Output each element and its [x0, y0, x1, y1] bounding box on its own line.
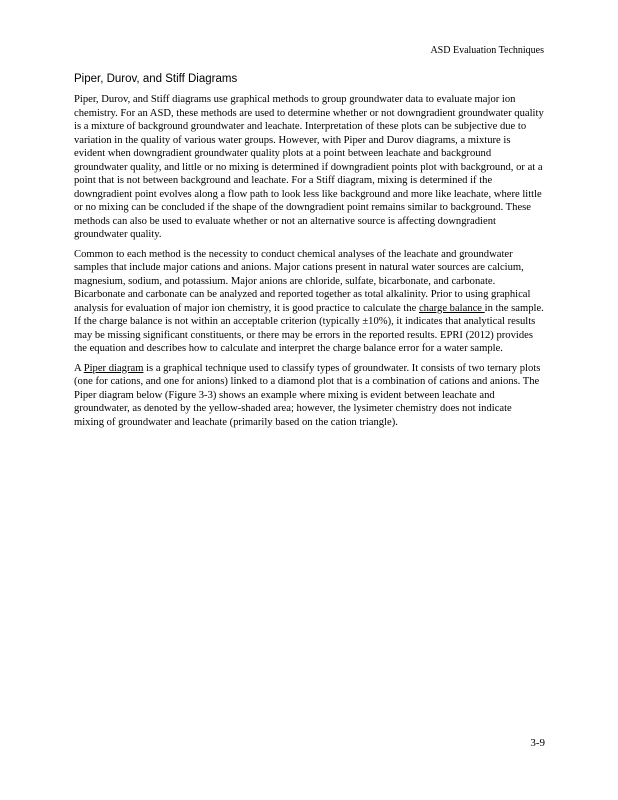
page-number: 3-9 — [530, 737, 545, 749]
paragraph-piper — [74, 362, 544, 430]
paragraph-intro: Piper, Durov, and Stiff diagrams use graphical methods to group groundwater data to evaluate major ion chemistry. For an ASD, these methods are used to determine whether or not downgradient groundwater quality is a mixture of background groundwater and leachate. Interpretation of these plots can be subjective due to variation in the quality of various water groups. However, with Piper and Durov diagrams, a mixture is evident when downgradient groundwater quality plots at a point between leachate and background groundwater quality, and little or no mixing is determined if downgradient points plot with background, or at a point that is not between background and leachate. For a Stiff diagram, mixing is determined if the downgradient point evolves along a flow path to look less like background and more like leachate, where little or no mixing can be concluded if the shape of the downgradient point remains similar to background. These methods can also be used to evaluate whether or not an alternative source is affecting downgradient groundwater quality. — [74, 94, 544, 240]
paragraph-charge-balance — [74, 248, 544, 356]
charge-balance-link[interactable]: charge balance — [418, 302, 485, 314]
section-title: Piper, Durov, and Stiff Diagrams — [74, 73, 238, 85]
piper-diagram-link[interactable]: Piper diagram — [83, 362, 144, 374]
body-content — [74, 72, 544, 435]
paragraph-text: A — [74, 362, 84, 374]
running-header: ASD Evaluation Techniques — [430, 45, 544, 56]
paragraph-text: Common to each method is the necessity to conduct chemical analyses of the leachate and groundwater samples that include major cations and anions. Major cations present in natural water sources are calcium, magnesium, sodium, and potassium. Major anions are chloride, sulfate, bicarbonate, and carbonate. Bicarbonate and carbonate can be analyzed and reported together as total alkalinity. Prior to using graphical analysis for evaluation of major ion chemistry, it is good practice to calculate the — [74, 248, 531, 314]
paragraph-text: in the sample. If the charge balance is not within an acceptable criterion (typically ±10%), it indicates that analytical results may be missing significant constituents, or there may be errors in the reported results. EPRI (2012) provides the equation and describes how to calculate and interpret the charge balance error for a water sample. — [74, 302, 544, 354]
paragraph-text: is a graphical technique used to classify types of groundwater. It consists of two ternary plots (one for cations, and one for anions) linked to a diamond plot that is a combination of cations and anions. The Piper diagram below (Figure 3-3) shows an example where mixing is evident between leachate and groundwater, as denoted by the yellow-shaded area; however, the lysimeter chemistry does not indicate mixing of groundwater and leachate (primarily based on the cation triangle). — [74, 362, 541, 428]
